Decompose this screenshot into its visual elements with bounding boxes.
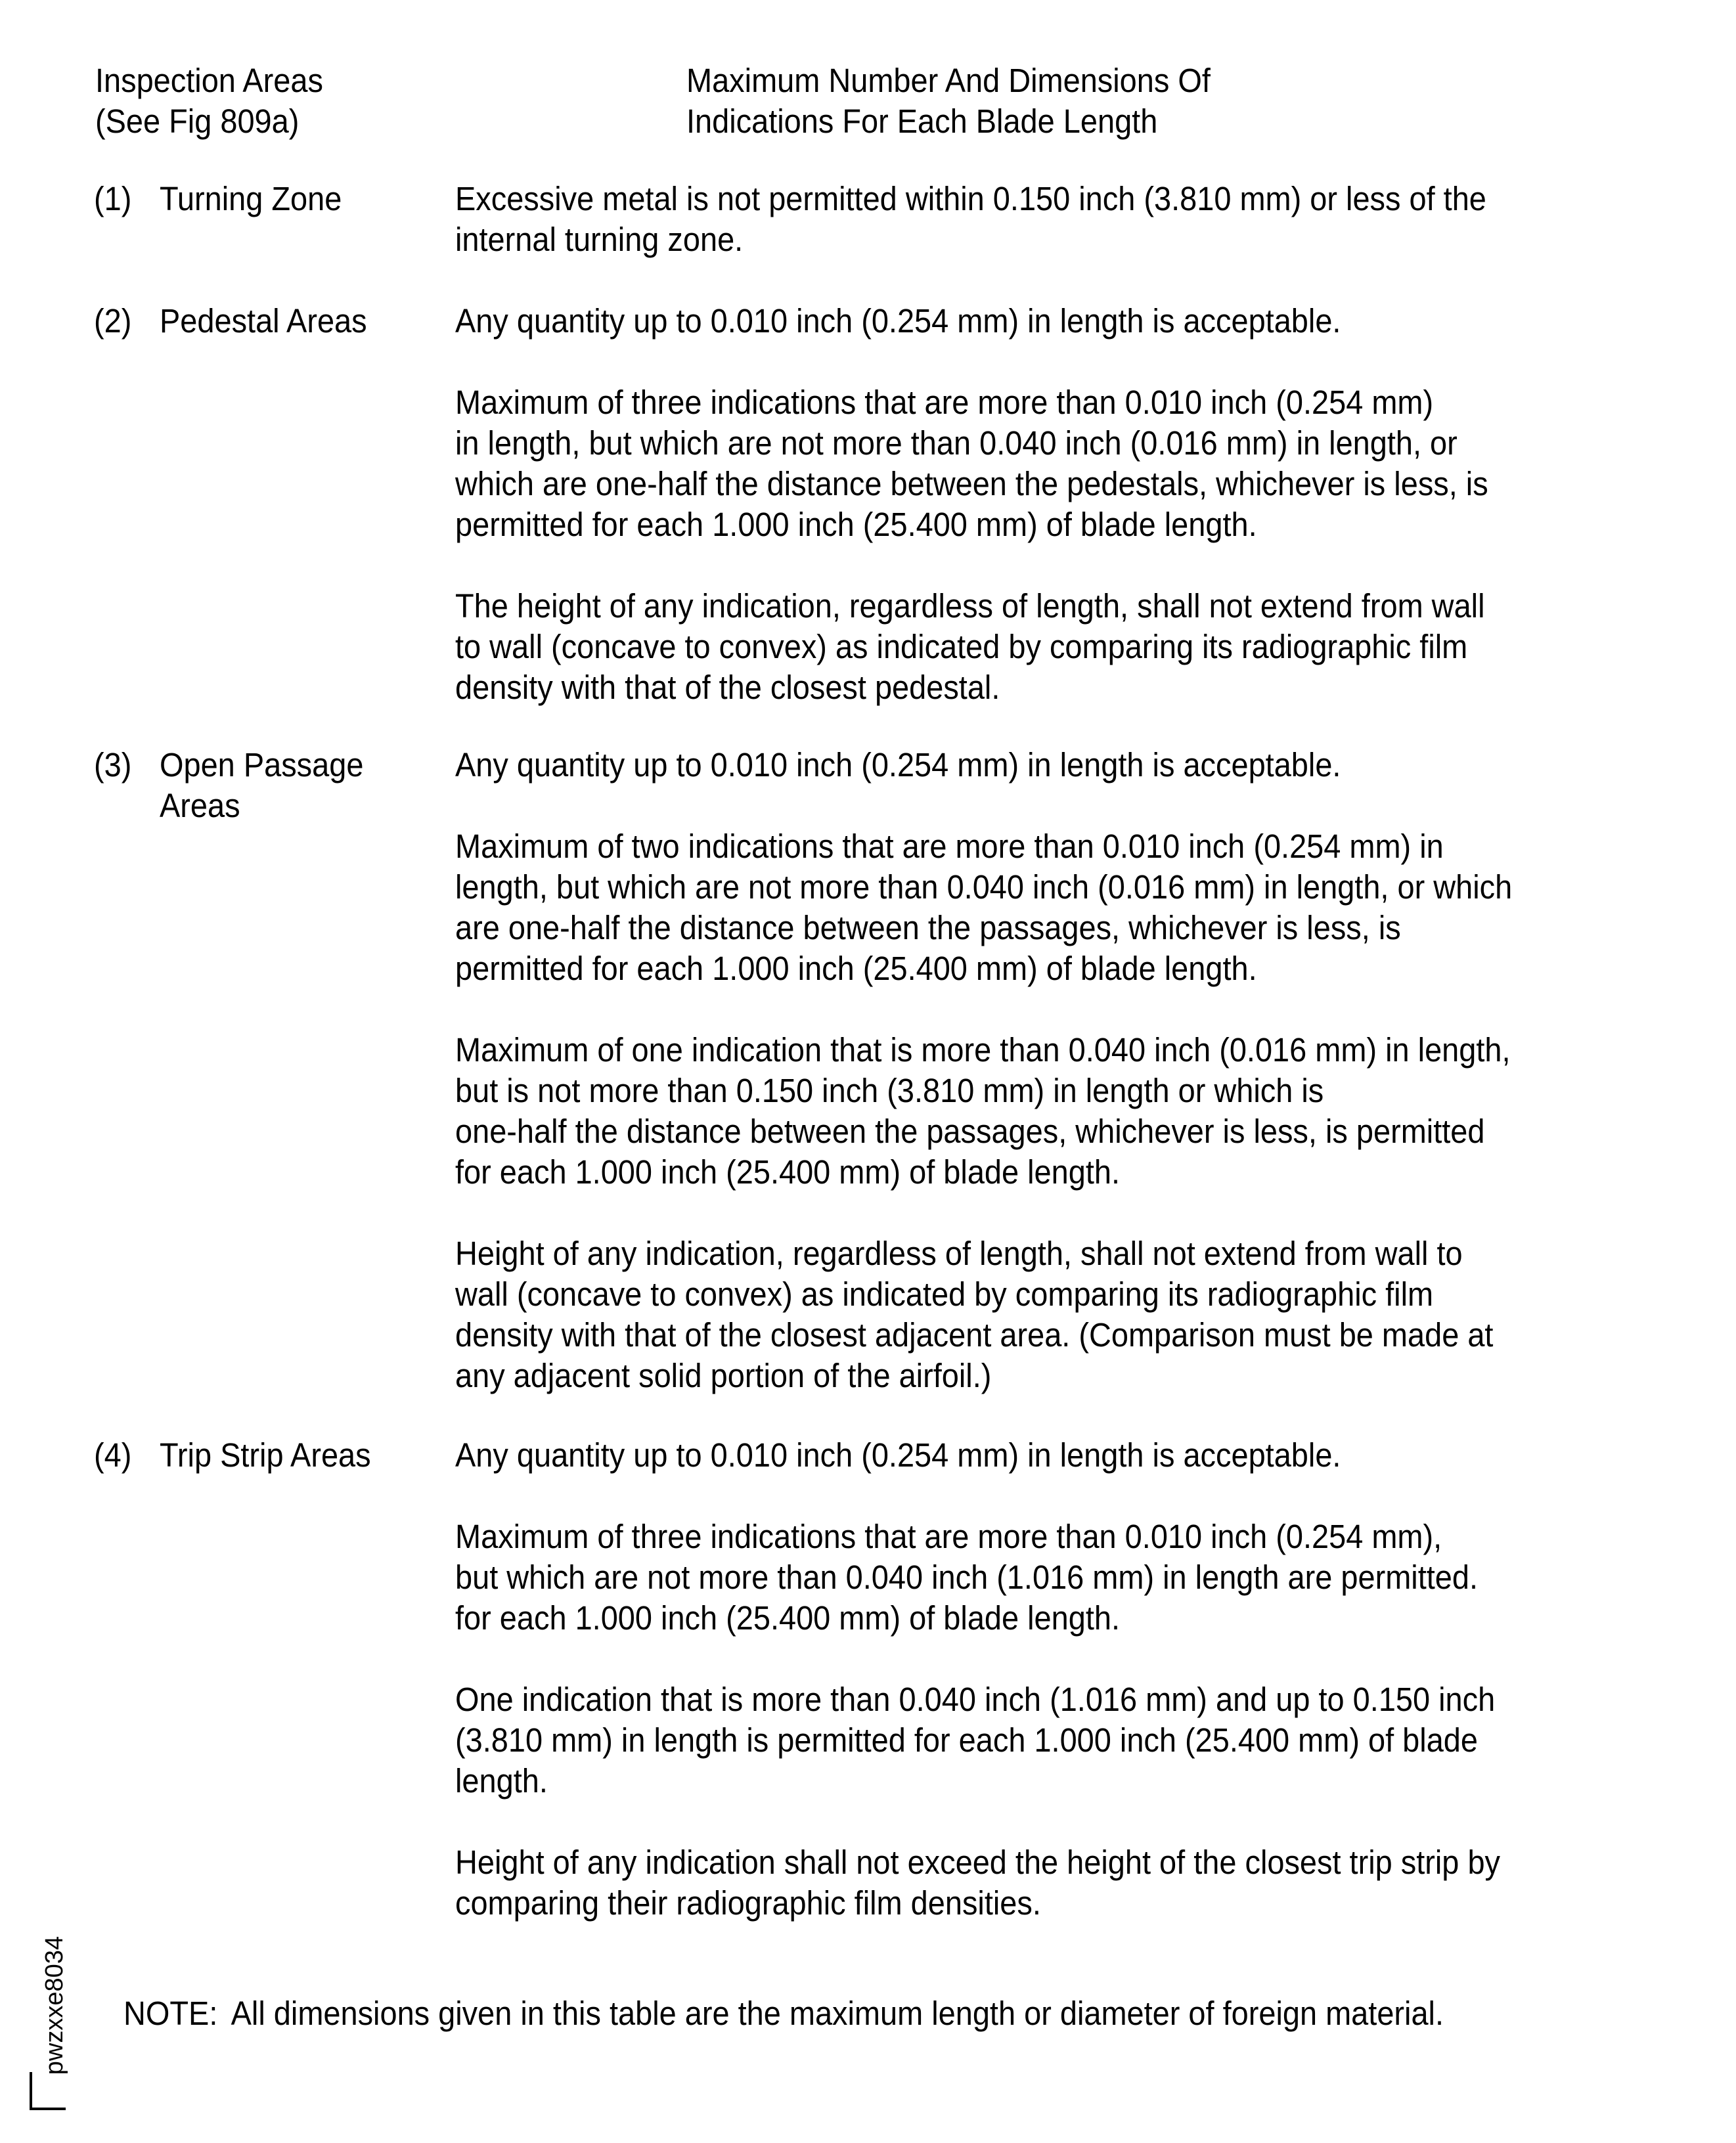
area-name [160, 179, 413, 219]
text-line: permitted for each 1.000 inch (25.400 mm) of blade length. [455, 506, 1257, 543]
paragraph [455, 745, 1603, 785]
note-text: All dimensions given in this table are the maximum length or diameter of foreign material. [231, 1995, 1444, 2032]
text-line: Maximum of one indication that is more than 0.040 inch (0.016 mm) in length, [455, 1031, 1511, 1069]
table-note [123, 1993, 1444, 2034]
text-line: for each 1.000 inch (25.400 mm) of blade length. [455, 1599, 1121, 1637]
text-line: Maximum of two indications that are more than 0.010 inch (0.254 mm) in [455, 828, 1444, 865]
text-line: for each 1.000 inch (25.400 mm) of blade length. [455, 1153, 1121, 1191]
text-line: which are one-half the distance between the pedestals, whichever is less, is [455, 465, 1488, 502]
text-line: length. [455, 1762, 548, 1800]
text-line: but is not more than 0.150 inch (3.810 mm) in length or which is [455, 1072, 1324, 1109]
area-number: (1) [94, 180, 132, 217]
paragraph [455, 382, 1603, 545]
paragraph [455, 301, 1603, 342]
paragraph [455, 1679, 1603, 1801]
text-line: The height of any indication, regardless of length, shall not extend from wall [455, 587, 1485, 625]
text-line: Maximum of three indications that are more than 0.010 inch (0.254 mm), [455, 1518, 1442, 1555]
area-description [455, 745, 1603, 1437]
text-line: one-half the distance between the passages, whichever is less, is permitted [455, 1113, 1485, 1150]
paragraph [455, 1435, 1603, 1476]
area-name-line: Pedestal Areas [160, 302, 367, 340]
text-line: Any quantity up to 0.010 inch (0.254 mm) in length is acceptable. [455, 746, 1341, 784]
text-line: internal turning zone. [455, 221, 744, 258]
text-line: any adjacent solid portion of the airfoil.) [455, 1357, 992, 1394]
area-description [455, 1435, 1603, 1964]
area-name [160, 745, 413, 826]
text-line: Height of any indication, regardless of length, shall not extend from wall to [455, 1235, 1463, 1272]
note-label: NOTE: [123, 1995, 218, 2032]
text-line: to wall (concave to convex) as indicated by comparing its radiographic film [455, 628, 1468, 665]
text-line: One indication that is more than 0.040 inch (1.016 mm) and up to 0.150 inch [455, 1681, 1496, 1718]
column-header-max-indications [686, 60, 1211, 142]
text-line: Height of any indication shall not exceed the height of the closest trip strip by [455, 1844, 1500, 1881]
text-line: Maximum of three indications that are more than 0.010 inch (0.254 mm) [455, 384, 1434, 421]
area-description [455, 179, 1603, 301]
text-line: in length, but which are not more than 0.040 inch (0.016 mm) in length, or [455, 424, 1458, 462]
area-name-line: Areas [160, 787, 240, 824]
figure-id-label: pwzxxe8034 [41, 1936, 68, 2075]
header-line: Inspection Areas [95, 62, 323, 99]
area-name-line: Trip Strip Areas [160, 1436, 371, 1474]
area-name-line: Turning Zone [160, 180, 342, 217]
text-line: permitted for each 1.000 inch (25.400 mm) of blade length. [455, 950, 1257, 987]
area-number: (2) [94, 302, 132, 340]
paragraph [455, 826, 1603, 989]
text-line: comparing their radiographic film densities. [455, 1884, 1041, 1922]
text-line: but which are not more than 0.040 inch (1.016 mm) in length are permitted. [455, 1558, 1479, 1596]
area-name [160, 301, 413, 342]
column-header-inspection-areas [95, 60, 323, 142]
area-number: (3) [94, 746, 132, 784]
text-line: are one-half the distance between the passages, whichever is less, is [455, 909, 1401, 946]
text-line: density with that of the closest pedestal. [455, 669, 1000, 706]
paragraph [455, 1030, 1603, 1193]
area-name [160, 1435, 413, 1476]
header-line: Maximum Number And Dimensions Of [686, 62, 1211, 99]
paragraph [455, 1842, 1603, 1924]
figure-id-bracket [30, 2072, 66, 2110]
paragraph [455, 1516, 1603, 1639]
text-line: Excessive metal is not permitted within 0.150 inch (3.810 mm) or less of the [455, 180, 1486, 217]
area-number: (4) [94, 1436, 132, 1474]
text-line: Any quantity up to 0.010 inch (0.254 mm) in length is acceptable. [455, 1436, 1341, 1474]
header-line: Indications For Each Blade Length [686, 102, 1158, 140]
paragraph [455, 586, 1603, 708]
paragraph [455, 1233, 1603, 1396]
text-line: wall (concave to convex) as indicated by comparing its radiographic film [455, 1275, 1434, 1313]
text-line: Any quantity up to 0.010 inch (0.254 mm) in length is acceptable. [455, 302, 1341, 340]
text-line: length, but which are not more than 0.040 inch (0.016 mm) in length, or which [455, 868, 1513, 906]
text-line: density with that of the closest adjacent area. (Comparison must be made at [455, 1316, 1494, 1354]
paragraph [455, 179, 1603, 260]
header-line: (See Fig 809a) [95, 102, 300, 140]
area-description [455, 301, 1603, 749]
area-name-line: Open Passage [160, 746, 364, 784]
text-line: (3.810 mm) in length is permitted for each 1.000 inch (25.400 mm) of blade [455, 1721, 1478, 1759]
